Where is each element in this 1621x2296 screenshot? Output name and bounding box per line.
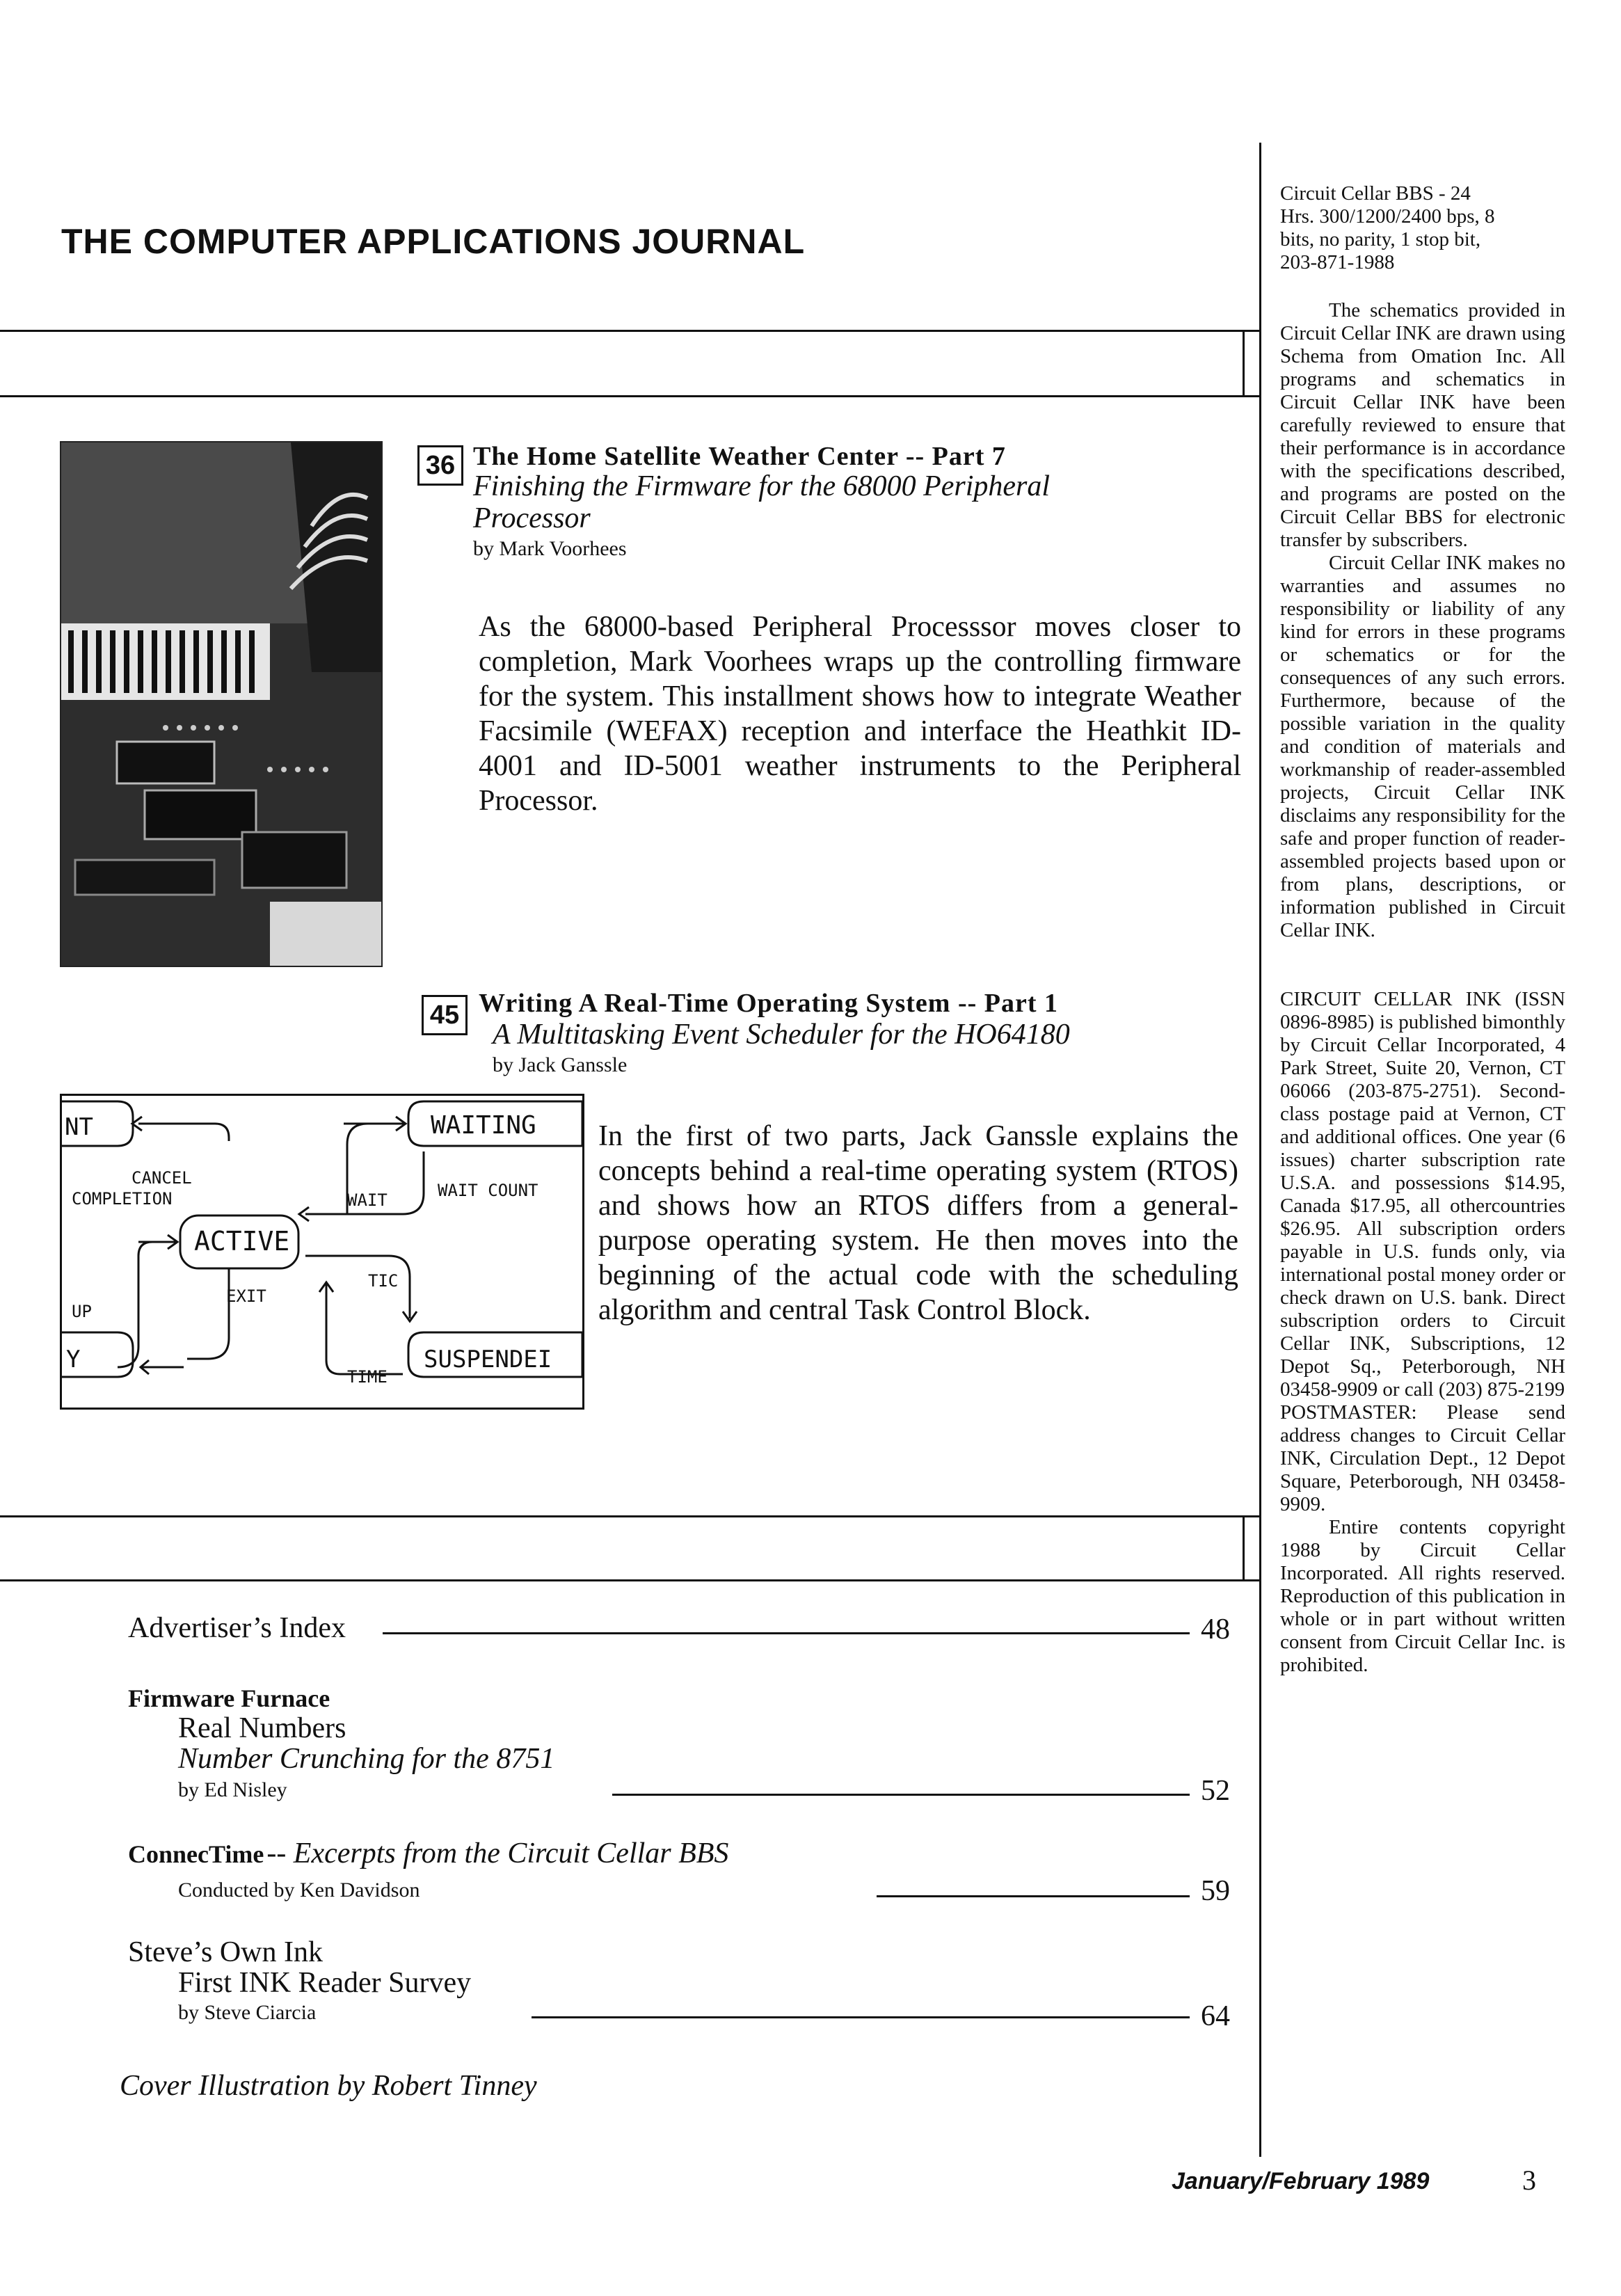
diagram-label: TIC	[368, 1271, 399, 1291]
article-abstract: As the 68000-based Peripheral Processsor moves closer to completion, Mark Voorhees wraps up the controlling firmware for the system. This installment shows how to integrate Weather Facsimile (WEFAX) reception and interface the Heathkit ID-4001 and ID-5001 weather instruments to the Peripheral Processor.	[479, 611, 1241, 817]
schematics-disclaimer: The schematics provided in Circuit Cellar INK are drawn using Schema from Omation Inc. All programs and schematics in Circuit Cellar INK have been carefully reviewed to ensure that their performance is in accordance with the specifications described, and programs are posted on the Circuit Cellar BBS for electronic transfer by subscribers.	[1280, 299, 1565, 551]
toc-steves-page: 64	[1201, 2000, 1230, 2032]
toc-connectime-row[interactable]	[128, 1837, 728, 1870]
diagram-label: TIME	[347, 1367, 388, 1387]
toc-firmware-subtitle: Number Crunching for the 8751	[178, 1743, 555, 1775]
rtos-state-diagram	[60, 1094, 584, 1410]
toc-steves-title: First INK Reader Survey	[178, 1967, 472, 1999]
toc-steves-heading[interactable]: Steve’s Own Ink	[128, 1936, 323, 1968]
toc-advertisers-page: 48	[1201, 1613, 1230, 1645]
circuit-board-photo	[60, 441, 383, 967]
article-page-box[interactable]: 36	[417, 445, 463, 486]
toc-leader-line	[612, 1794, 1190, 1796]
page-number: 3	[1522, 2165, 1536, 2196]
article-subtitle: Finishing the Firmware for the 68000 Peripheral Processor	[473, 470, 1051, 534]
toc-leader-line	[383, 1632, 1190, 1634]
article-byline: by Mark Voorhees	[473, 537, 627, 560]
diagram-label: ACTIVE	[194, 1226, 290, 1257]
toc-connectime-heading: ConnecTime	[128, 1840, 264, 1868]
top-rule-2	[0, 395, 1261, 397]
article-title[interactable]: Writing A Real-Time Operating System -- Part 1	[479, 989, 1058, 1018]
article-abstract: In the first of two parts, Jack Ganssle explains the concepts behind a real-time operating system (RTOS) and shows how an RTOS differs from a general-purpose operating system. He then moves into the beginning of the actual code with the scheduling algorithm and central Task Control Block.	[598, 1120, 1238, 1326]
mid-rule-bracket	[1243, 1515, 1245, 1581]
diagram-label: COMPLETION	[72, 1189, 173, 1209]
top-rule-1	[0, 330, 1261, 332]
toc-leader-line	[877, 1895, 1190, 1897]
publisher-info: CIRCUIT CELLAR INK (ISSN 0896-8985) is published bimonthly by Circuit Cellar Incorporated, 4 Park Street, Suite 20, Vernon, CT 06066 (203-875-2751). Second-class postage paid at Vernon, CT and additional offices. One year (6 issues) charter subscription rate U.S.A. and possessions $14.95, Canada $17.95, all othercountries $26.95. All subscription orders payable in U.S. funds only, via international postal money order or check drawn on U.S. bank. Direct subscription orders to Circuit Cellar INK, Subscriptions, 12 Depot Sq., Peterborough, NH 03458-9909 or call (203) 875-2199	[1280, 988, 1565, 1401]
mid-rule-2	[0, 1579, 1261, 1581]
toc-leader-line	[532, 2016, 1190, 2018]
article-subtitle: A Multitasking Event Scheduler for the HO64180	[493, 1019, 1070, 1051]
journal-title: THE COMPUTER APPLICATIONS JOURNAL	[61, 222, 806, 261]
diagram-label: NT	[65, 1113, 93, 1141]
toc-steves-byline: by Steve Ciarcia	[178, 2001, 317, 2024]
bbs-line-3: bits, no parity, 1 stop bit,	[1280, 228, 1481, 250]
article-title[interactable]: The Home Satellite Weather Center -- Part 7	[473, 442, 1006, 471]
diagram-label: WAIT COUNT	[438, 1181, 538, 1200]
toc-firmware-page: 52	[1201, 1775, 1230, 1807]
postmaster-info: POSTMASTER: Please send address changes to Circuit Cellar INK, Circulation Dept., 12 Depot Square, Peterborough, NH 03458-9909.	[1280, 1401, 1565, 1515]
toc-connectime-byline: Conducted by Ken Davidson	[178, 1879, 420, 1902]
diagram-label: UP	[72, 1302, 92, 1321]
sidebar	[1280, 182, 1565, 1677]
bbs-line-1: Circuit Cellar BBS - 24	[1280, 182, 1471, 205]
toc-firmware-title: Real Numbers	[178, 1712, 346, 1744]
article-byline: by Jack Ganssle	[493, 1053, 628, 1076]
diagram-label: WAITING	[431, 1111, 536, 1140]
toc-advertisers-label[interactable]: Advertiser’s Index	[128, 1612, 346, 1644]
toc-connectime-subtitle: -- Excerpts from the Circuit Cellar BBS	[266, 1837, 729, 1870]
bbs-line-2: Hrs. 300/1200/2400 bps, 8	[1280, 205, 1495, 228]
toc-firmware-byline: by Ed Nisley	[178, 1778, 287, 1801]
diagram-label: CANCEL	[131, 1168, 192, 1188]
diagram-label: WAIT	[347, 1190, 388, 1210]
top-rule-bracket	[1243, 330, 1245, 397]
diagram-label: SUSPENDEI	[424, 1346, 552, 1373]
warranty-disclaimer: Circuit Cellar INK makes no warranties and assumes no responsibility or liability of any kind for errors in these programs or schematics or for the consequences of any such errors. Furthermore, because of the possible variation in the quality and condition of materials and workmanship of reader-assembled projects, Circuit Cellar INK disclaims any responsibility for the safe and proper function of reader-assembled projects based upon or from plans, descriptions, or information published in Circuit Cellar INK.	[1280, 552, 1565, 941]
cover-credit: Cover Illustration by Robert Tinney	[120, 2070, 537, 2102]
issue-date: January/February 1989	[1172, 2168, 1430, 2194]
diagram-label: Y	[66, 1346, 81, 1373]
article-page-box[interactable]: 45	[422, 995, 468, 1035]
copyright-notice: Entire contents copyright 1988 by Circuit Cellar Incorporated. All rights reserved. Reproduction of this publication in whole or in part without written consent from Circuit Cellar Inc. is prohibited.	[1280, 1516, 1565, 1676]
toc-connectime-page: 59	[1201, 1875, 1230, 1907]
toc-firmware-heading[interactable]: Firmware Furnace	[128, 1684, 330, 1712]
column-divider	[1259, 143, 1261, 2157]
bbs-line-4: 203-871-1988	[1280, 251, 1395, 273]
diagram-label: EXIT	[226, 1286, 266, 1306]
mid-rule-1	[0, 1515, 1261, 1517]
